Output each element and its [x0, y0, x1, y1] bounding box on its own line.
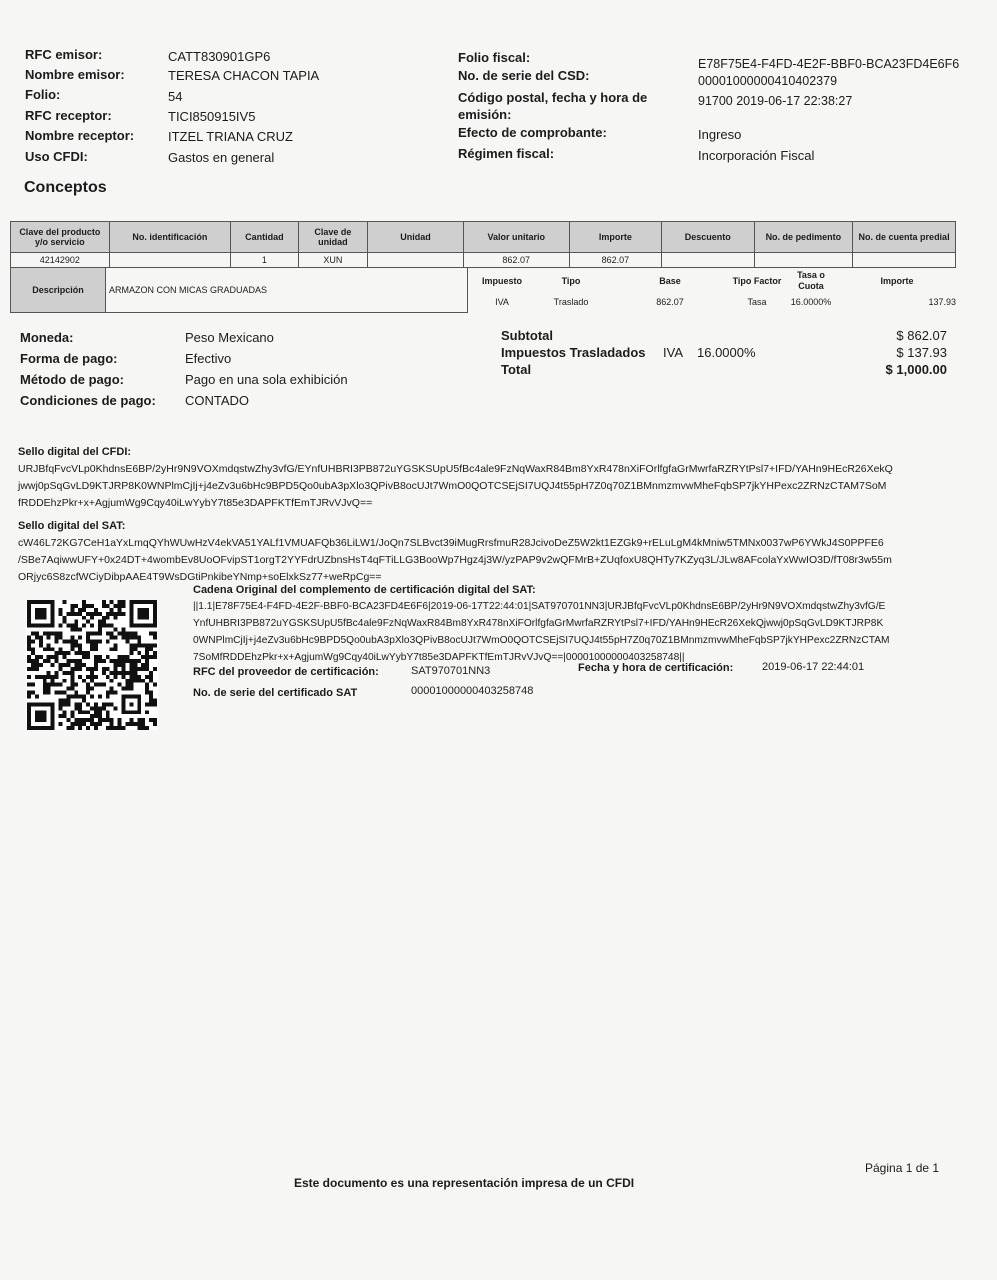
tax-col-tipo: Tipo: [561, 276, 581, 286]
cadena-line: 7SoMfRDDEhzPkr+x+AgjumWg9Cqy40iLwYybY7t85e3DAPFKTfEmTJRvVJvQ==|00001000000403258748||: [193, 652, 685, 663]
total-value: $ 1,000.00: [885, 362, 947, 377]
sello-cfdi: [18, 446, 963, 512]
col-clave-producto: Clave del producto y/o servicio: [11, 222, 110, 253]
tax-col-impuesto: Impuesto: [481, 276, 522, 286]
rfc-emisor-label: RFC emisor:: [25, 47, 103, 62]
serie-csd-label: No. de serie del CSD:: [458, 68, 590, 83]
description-block: [10, 267, 468, 313]
rfc-proveedor-value: SAT970701NN3: [411, 665, 491, 677]
concepts-header-row: [11, 222, 956, 253]
moneda-value: Peso Mexicano: [185, 330, 274, 345]
impuestos-label: Impuestos Trasladados: [501, 345, 646, 360]
efecto-label: Efecto de comprobante:: [458, 125, 607, 140]
sello-sat-line: /SBe7AqiwwUFY+0x24DT+4wombEv8UoOFvipST1orgT2YYFdrUZbnsHsT4qFTiLLG3BooWp7Hgz4j3W/yzPAP9v2wQFMrB+ZUqfoxU8QHTy7KZyq3L/JLw8AFcolaYxWwIO3D/fT08r3w55m: [18, 554, 892, 566]
sello-cfdi-line: fRDDEhzPkr+x+AgjumWg9Cqy40iLwYybY7t85e3DAPFKTfEmTJRvVJvQ==: [18, 497, 373, 509]
tax-table: [472, 268, 956, 310]
cadena-label: Cadena Original del complemento de certificación digital del SAT:: [193, 584, 536, 596]
serie-certificado-label: No. de serie del certificado SAT: [193, 687, 358, 699]
cell-valor-unitario: 862.07: [463, 253, 569, 268]
nombre-receptor-label: Nombre receptor:: [25, 128, 135, 143]
cell-cantidad: 1: [231, 253, 299, 268]
regimen-value: Incorporación Fiscal: [698, 148, 815, 163]
impuestos-tipo: IVA: [663, 345, 683, 360]
tax-tasa: 16.0000%: [790, 297, 832, 307]
tax-row: [472, 294, 956, 310]
tax-impuesto: IVA: [495, 297, 509, 307]
impuestos-tasa: 16.0000%: [697, 345, 756, 360]
col-cuenta-predial: No. de cuenta predial: [853, 222, 956, 253]
col-no-pedimento: No. de pedimento: [754, 222, 853, 253]
folio-value: 54: [168, 89, 183, 104]
sello-sat-label: Sello digital del SAT:: [18, 520, 126, 532]
folio-fiscal-label: Folio fiscal:: [458, 50, 531, 65]
uso-cfdi-value: Gastos en general: [168, 150, 275, 165]
cell-no-pedimento: [754, 253, 853, 268]
cell-clave-producto: 42142902: [11, 253, 110, 268]
cadena-line: 0WNPlmCjIj+j4eZv3u6bHc9BPD5Qo0ubA3pXlo3QPivB8ocUJt7WmO0QOTCSEjSI7UQJ4t55pH7Z0q70Z1BMnmzmvwMheFqbSP7jkYHPexc2ZRNzCTAM: [193, 635, 890, 646]
col-clave-unidad: Clave de unidad: [298, 222, 368, 253]
sello-cfdi-label: Sello digital del CFDI:: [18, 446, 132, 458]
tax-base: 862.07: [656, 297, 684, 307]
description-label: Descripción: [11, 268, 106, 312]
cell-unidad: [368, 253, 464, 268]
sello-cfdi-line: URJBfqFvcVLp0KhdnsE6BP/2yHr9N9VOXmdqstwZhy3vfG/EYnfUHBRI3PB872uYGSKSUpU5fBc4ale9FzNqWaxR84Bm8YxR478nXiFOrlfgfaGrMwrfaRZRYtPsl7+IFD/YAHn9HEcR26XekQ: [18, 463, 893, 475]
col-descuento: Descuento: [662, 222, 754, 253]
concepts-table: [10, 221, 956, 268]
sello-sat-line: ORjyc6S8zcfWCiyDibpAAE4T9WsDGtiPnkibeYNmp+soElxkSz77+weRpCg==: [18, 571, 382, 583]
sello-sat-line: cW46L72KG7CeH1aYxLmqQYhWUwHzV4ekVA51YALf1VMUAFQb36LiLW1/JoQn7SLBvct39iMugRrsfmuR28JcivoDeZ5W2kt1EZGk9+rELuLgM4kMniw5TMNx0037wP6YWkJ4S0PPFE6: [18, 537, 884, 549]
serie-certificado-value: 00001000000403258748: [411, 685, 534, 697]
col-valor-unitario: Valor unitario: [463, 222, 569, 253]
tax-col-importe: Importe: [880, 276, 914, 286]
cell-clave-unidad: XUN: [298, 253, 368, 268]
efecto-value: Ingreso: [698, 127, 742, 142]
col-no-identificacion: No. identificación: [109, 222, 231, 253]
folio-label: Folio:: [25, 87, 61, 102]
tax-importe: 137.93: [928, 297, 956, 307]
forma-pago-label: Forma de pago:: [20, 351, 118, 366]
fecha-emision-value: 91700 2019-06-17 22:38:27: [698, 94, 853, 108]
tax-tipo: Traslado: [553, 297, 589, 307]
uso-cfdi-label: Uso CFDI:: [25, 149, 88, 164]
description-value: ARMAZON CON MICAS GRADUADAS: [109, 285, 268, 295]
total-label: Total: [501, 362, 532, 377]
subtotal-value: $ 862.07: [896, 328, 947, 343]
qr-code-icon: [26, 600, 158, 730]
conceptos-title: Conceptos: [24, 179, 107, 196]
tax-tipo-factor: Tasa: [747, 297, 767, 307]
forma-pago-value: Efectivo: [185, 351, 232, 366]
cell-no-identificacion: [109, 253, 231, 268]
tax-col-tasa: Tasa o Cuota: [797, 270, 825, 291]
tax-col-base: Base: [659, 276, 681, 286]
fecha-certificacion-label: Fecha y hora de certificación:: [578, 662, 734, 674]
rfc-proveedor-label: RFC del proveedor de certificación:: [193, 666, 379, 678]
serie-csd-value: 00001000000410402379: [698, 74, 838, 88]
impuestos-value: $ 137.93: [896, 345, 947, 360]
footer-text: Este documento es una representación impresa de un CFDI: [294, 1176, 635, 1190]
table-row: [11, 253, 956, 268]
sello-cfdi-line: jwwj0pSqGvLD9KTJRP8K0WNPlmCjIj+j4eZv3u6bHc9BPD5Qo0ubA3pXlo3QPivB8ocUJt7WmO0QOTCSEjSI7UQJ4t55pH7Z0q70Z1BMnmzmvwMheFqbSP7jkYHPexc2ZRNzCTAM7SoM: [18, 480, 887, 492]
rfc-receptor-label: RFC receptor:: [25, 108, 112, 123]
fecha-emision-label: Código postal, fecha y hora de emisión:: [458, 90, 648, 122]
fecha-certificacion-value: 2019-06-17 22:44:01: [762, 661, 865, 673]
regimen-label: Régimen fiscal:: [458, 146, 555, 161]
rfc-receptor-value: TICI850915IV5: [168, 109, 256, 124]
sello-sat: [18, 520, 963, 586]
cadena-line: ||1.1|E78F75E4-F4FD-4E2F-BBF0-BCA23FD4E6F6|2019-06-17T22:44:01|SAT970701NN3|URJBfqFvcVLp0KhdnsE6BP/2yHr9N9VOXmdqstwZhy3vfG/E: [193, 601, 886, 612]
metodo-pago-label: Método de pago:: [20, 372, 124, 387]
rfc-emisor-value: CATT830901GP6: [168, 49, 271, 64]
cadena-line: YnfUHBRI3PB872uYGSKSUpU5fBc4ale9FzNqWaxR84Bm8YxR478nXiFOrlfgfaGrMwrfaRZRYtPsl7+IFD/YAHn9HEcR26XekQjwwj0pSqGvLD9KTJRP8K: [193, 618, 884, 629]
cadena-original: [193, 584, 963, 666]
condiciones-label: Condiciones de pago:: [20, 393, 156, 408]
col-cantidad: Cantidad: [231, 222, 299, 253]
tax-header-row: [472, 268, 956, 294]
metodo-pago-value: Pago en una sola exhibición: [185, 372, 348, 387]
tax-col-tipo-factor: Tipo Factor: [732, 275, 782, 286]
col-unidad: Unidad: [368, 222, 464, 253]
cell-importe: 862.07: [569, 253, 661, 268]
nombre-emisor-value: TERESA CHACON TAPIA: [168, 68, 320, 83]
nombre-receptor-value: ITZEL TRIANA CRUZ: [168, 129, 293, 144]
cell-cuenta-predial: [853, 253, 956, 268]
col-importe: Importe: [569, 222, 661, 253]
nombre-emisor-label: Nombre emisor:: [25, 67, 125, 82]
page-number: Página 1 de 1: [865, 1161, 940, 1175]
cell-descuento: [662, 253, 754, 268]
subtotal-label: Subtotal: [501, 328, 553, 343]
folio-fiscal-value: E78F75E4-F4FD-4E2F-BBF0-BCA23FD4E6F6: [698, 57, 960, 71]
condiciones-value: CONTADO: [185, 393, 250, 408]
moneda-label: Moneda:: [20, 330, 74, 345]
